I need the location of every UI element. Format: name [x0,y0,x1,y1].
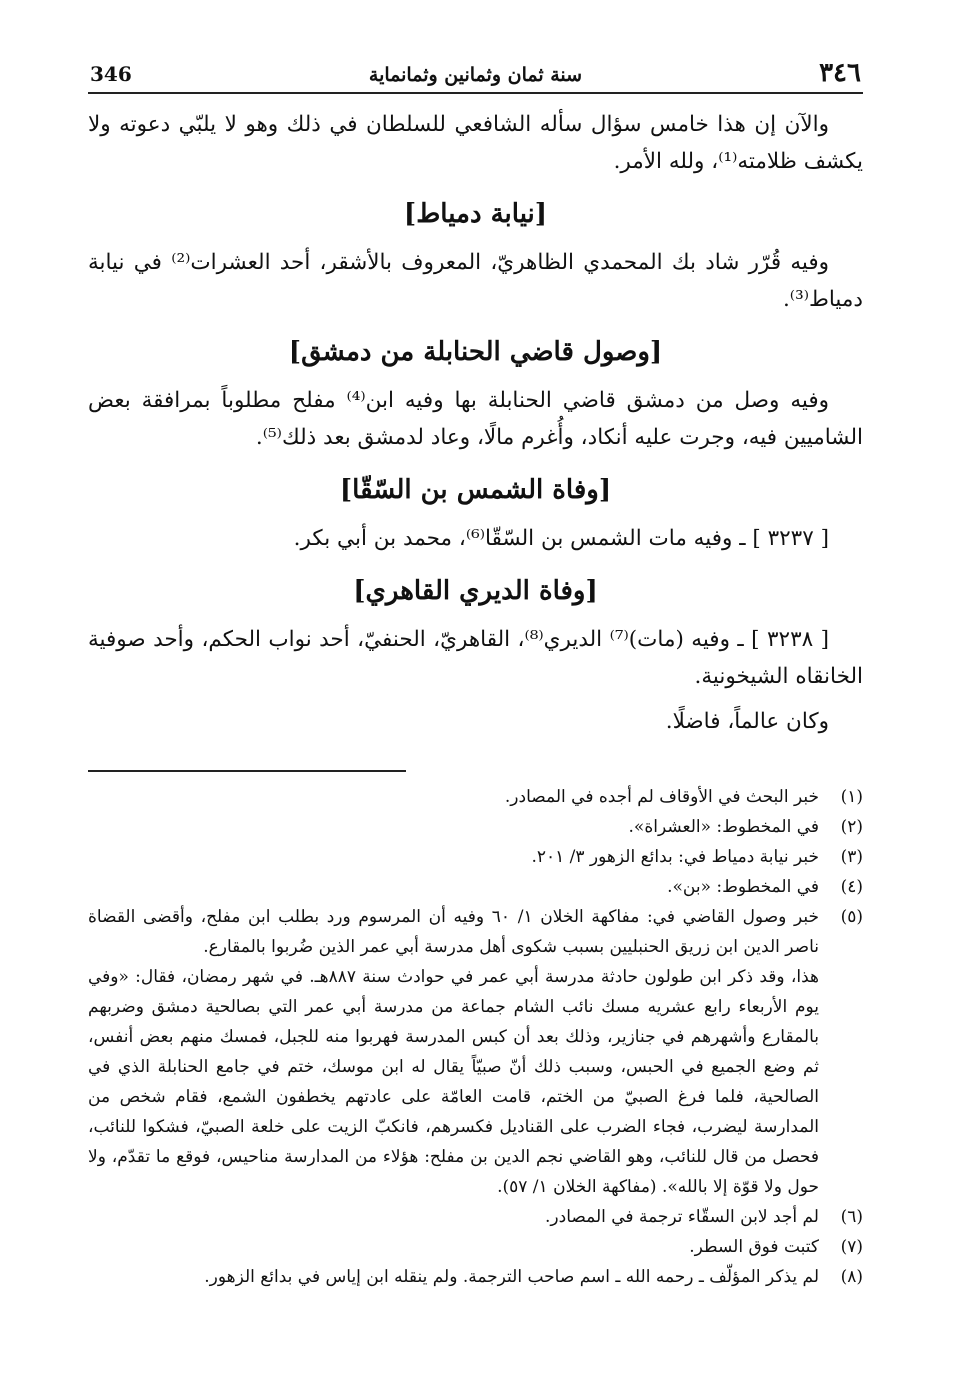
running-title: سنة ثمان وثمانين وثمانماية [368,64,583,86]
footnote-text: خبر نيابة دمياط في: بدائع الزهور ٣/ ٢٠١. [531,847,819,867]
footnote [88,1262,863,1292]
paragraph-6: وكان عالماً، فاضلًا. [665,709,829,734]
entry-3237: [ ٣٢٣٧ ] ـ وفيه مات الشمس بن السّقّا⁽⁶⁾، محمد بن أبي بكر. [293,526,829,551]
footnote-text: لم أجد لابن السقّاء ترجمة في المصادر. [545,1207,819,1227]
footnote [88,812,863,842]
footnote-text: في المخطوط: «العشراة». [628,817,819,837]
page-number-latin: 346 [90,62,132,86]
section-heading-4: [وفاة الديري القاهري] [353,576,598,606]
section-heading-3: [وفاة الشمس بن السّقّا] [339,475,612,505]
footnote-number: (١) [840,787,863,807]
footnote-number: (٧) [840,1237,863,1257]
footnote-text: لم يذكر المؤلّف ـ رحمه الله ـ اسم صاحب الترجمة. ولم ينقله ابن إياس في بدائع الزهور. [204,1267,819,1287]
footnote-number: (٦) [840,1207,863,1227]
section-heading-2: [وصول قاضي الحنابلة من دمشق] [288,337,663,367]
footnote [88,902,863,1202]
footnote-text: خبر وصول القاضي في: مفاكهة الخلان ١/ ٦٠ وفيه أن المرسوم ورد بطلب ابن مفلح، وأقضى القضاة ناصر الدين ابن زريق الحنبليين بسبب شكوى أهل مدرسة أبي عمر الذين ضُربوا بالمقارع. هذا، وقد ذكر ابن طولون حادثة مدرسة أبي عمر في حوادث سنة ٨٨٧هـ. في شهر رمضان، فقال: «وفي يوم الأربعاء رابع عشريه مسك نائب الشام جماعة من مدرسة أبي عمر التي بصالحية دمشق وضربهم بالمقارع وأشهرهم في جنازير، وذلك بعد أن كبس المدرسة فهربوا منه للجبل، فمسك منهم بعض أنفس، ثم وضع الجميع في الحبس، وسبب ذلك أنّ صبيّاً يقال له ابن موسك، ختم في جامع الحنابلة الذي في الصالحية، فلما فرغ الصبيّ من الختم، قامت العامّة على عادتهم يخطفون الشمع، فقام شخص من المدارسة ليضرب، فجاء الضرب على القناديل فكسرهم، فانكبّ الزيت على خلعة الصبيّ، فشكوا للنائب، فحصل من قال للنائب، وهو القاضي نجم الدين بن مفلح: هؤلاء من المدارسة مناحيس، فوقع ما تقدّم، ولا حول ولا قوّة إلا بالله». (مفاكهة الخلان ١/ ٥٧). [88,907,820,1197]
paragraph-3: وفيه وصل من دمشق قاضي الحنابلة بها وفيه ابن⁽⁴⁾ مفلح مطلوباً بمرافقة بعض الشاميين فيه، وجرت عليه أنكاد، وأُغرم مالًا، وعاد لدمشق بعد ذلك⁽⁵⁾. [88,388,863,450]
paragraph-2: وفيه قُرّر شاد بك المحمدي الظاهريّ، المعروف بالأشقر، أحد العشرات⁽²⁾ في نيابة دمياط⁽³⁾. [88,250,863,312]
footnote-number: (٤) [840,877,863,897]
footnote-separator [88,770,406,772]
footnote-number: (٥) [840,907,863,927]
footnote-number: (٢) [840,817,863,837]
section-heading-1: [نيابة دمياط] [403,199,548,229]
entry-3238: [ ٣٢٣٨ ] ـ وفيه (مات)⁽⁷⁾ الديري⁽⁸⁾، القاهريّ، الحنفيّ، أحد نواب الحكم، وأحد صوفية الخانقاه الشيخونية. [88,627,863,689]
footnotes [88,782,863,1292]
footnote [88,1232,863,1262]
main-text [88,106,863,740]
book-page [88,52,863,1292]
footnote [88,872,863,902]
footnote [88,1202,863,1232]
page-number-arabic: ٣٤٦ [819,58,861,88]
footnote [88,782,863,812]
footnote-number: (٨) [840,1267,863,1287]
footnote-text: كتبت فوق السطر. [689,1237,819,1257]
footnote [88,842,863,872]
footnote-number: (٣) [840,847,863,867]
paragraph-1: والآن إن هذا خامس سؤال سأله الشافعي للسلطان في ذلك وهو لا يلبّي دعوته ولا يكشف ظلامته⁽¹⁾، ولله الأمر. [88,112,863,174]
footnote-text: في المخطوط: «بن». [667,877,819,897]
footnote-text: خبر البحث في الأوقاف لم أجده في المصادر. [504,787,819,807]
page-header [88,52,863,94]
